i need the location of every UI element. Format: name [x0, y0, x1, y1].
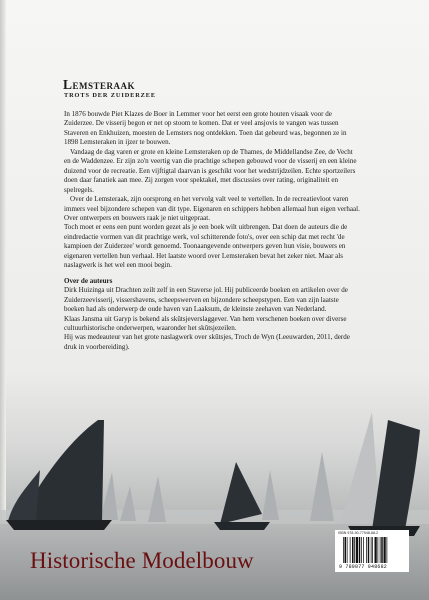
isbn-barcode-label — [335, 530, 409, 572]
barcode-bar — [343, 537, 344, 563]
distant-sail — [262, 470, 279, 520]
isbn-digits: 9 789077 948682 — [339, 564, 388, 570]
barcode-bar — [384, 537, 386, 563]
distant-sail — [148, 476, 166, 522]
barcode-bar — [381, 537, 383, 563]
right-sailboat-jib — [340, 412, 380, 524]
barcode-bar — [354, 537, 355, 563]
barcode-bar — [350, 537, 351, 563]
distant-sail — [120, 486, 136, 521]
barcode-bar — [352, 537, 354, 563]
barcode-bar — [366, 537, 367, 563]
blurb-paragraph: Over de Lemsteraak, zijn oorsprong en het vervolg valt veel te vertellen. In de recreatievloot varen immers veel bijzondere schepen van dit type. Eigenaren en schippers hebben allemaal hun eigen verhaal. Over ontwerpers en bouwers raak je niet uitgepraat. — [64, 195, 360, 222]
isbn-label: ISBN 978-90-77948-68-2 — [338, 531, 379, 535]
barcode-bar — [345, 537, 347, 563]
barcode-bar — [375, 537, 377, 563]
barcode-bar — [347, 537, 348, 563]
author-paragraph: Hij was medeauteur van het grote naslagwerk over skûtsjes, Troch de Wyn (Leeuwarden, 2011, derde druk in voorbereiding). — [64, 333, 350, 351]
barcode-bar — [387, 537, 388, 563]
barcode-bar — [361, 537, 362, 563]
authors-heading: Over de auteurs — [64, 276, 113, 285]
series-name: Historische Modelbouw — [30, 548, 254, 573]
author-paragraph: Klaas Jansma uit Garyp is bekend als skûtsjeverslaggever. Van hem verschenen boeken over diverse cultuurhistorische onderwerpen, waaronder het skûtsjezeilen. — [64, 314, 347, 332]
barcode-icon — [343, 537, 405, 563]
barcode-bar — [372, 537, 373, 563]
blurb-paragraph: Vandaag de dag varen er grote en kleine Lemsteraken op de Thames, de Middellandse Zee, de Vecht en de Waddenzee. Er zijn zo'n veertig van die prachtige schepen gebouwd voor de visserij en een kleine duizend voor de recreatie. Een vijftigtal daarvan is geschikt voor het wedstrijdzeilen. Echte sportzeilers doen daar fanatiek aan mee. Zij zorgen voor spektakel, met discussies over rating, originaliteit en spelregels. — [64, 147, 357, 194]
blurb-paragraph: Toch moet er eens een punt worden gezet als je een boek wilt uitbrengen. Dat doen de auteurs die de eindredactie vormen van dit prachtige werk, vol schitterende foto's, over een schip dat met recht 'de kampioen der Zuiderzee' wordt genoemd. Toonaangevende ontwerpers geven hun visie, bouwers en eigenaren vertellen hun verhaal. Het laatste woord over Lemsteraken bevat het zeker niet. Maar als naslagwerk is het wel een mooi begin. — [64, 223, 348, 270]
book-subtitle: TROTS DER ZUIDERZEE — [64, 92, 156, 99]
book-title: Lemsteraak — [63, 77, 136, 92]
barcode-bar — [380, 537, 381, 563]
left-sailboat-hull — [6, 520, 112, 530]
mid-sailboat-hull — [214, 522, 270, 530]
barcode-bar — [371, 537, 372, 563]
barcode-bar — [359, 537, 361, 563]
distant-sail — [310, 452, 334, 521]
left-sailboat-jib — [8, 470, 40, 521]
barcode-bar — [356, 537, 358, 563]
blurb-paragraph: In 1876 bouwde Piet Klazes de Boer in Lemmer voor het eerst een grote houten visaak voor de Zuiderzee. De visserij begon er net op stoom te komen. Dat er veel ansjovis te vangen was tussen Staveren en Enkhuizen, moesten de Lemsters nog ontdekken. Toen dat gebeurd was, begonnen ze in 1898 Lemsteraken in ijzer te bouwen. — [64, 110, 347, 147]
mid-sailboat-mainsail — [220, 462, 262, 524]
barcode-bar — [368, 537, 370, 563]
author-paragraph: Dirk Huizinga uit Drachten zeilt zelf in een Staverse jol. Hij publiceerde boeken en artikelen over de Zuiderzeevisserij, vissershavens, scheepswerven en bijzondere scheepstypen. Een van zijn laatste boeken had als onderwerp de oude haven van Laaksum, de kleinste zeehaven van Nederland. — [64, 286, 348, 314]
left-sailboat — [6, 420, 112, 530]
back-cover-text — [64, 110, 360, 352]
barcode-bar — [378, 537, 379, 563]
barcode-bar — [363, 537, 364, 563]
